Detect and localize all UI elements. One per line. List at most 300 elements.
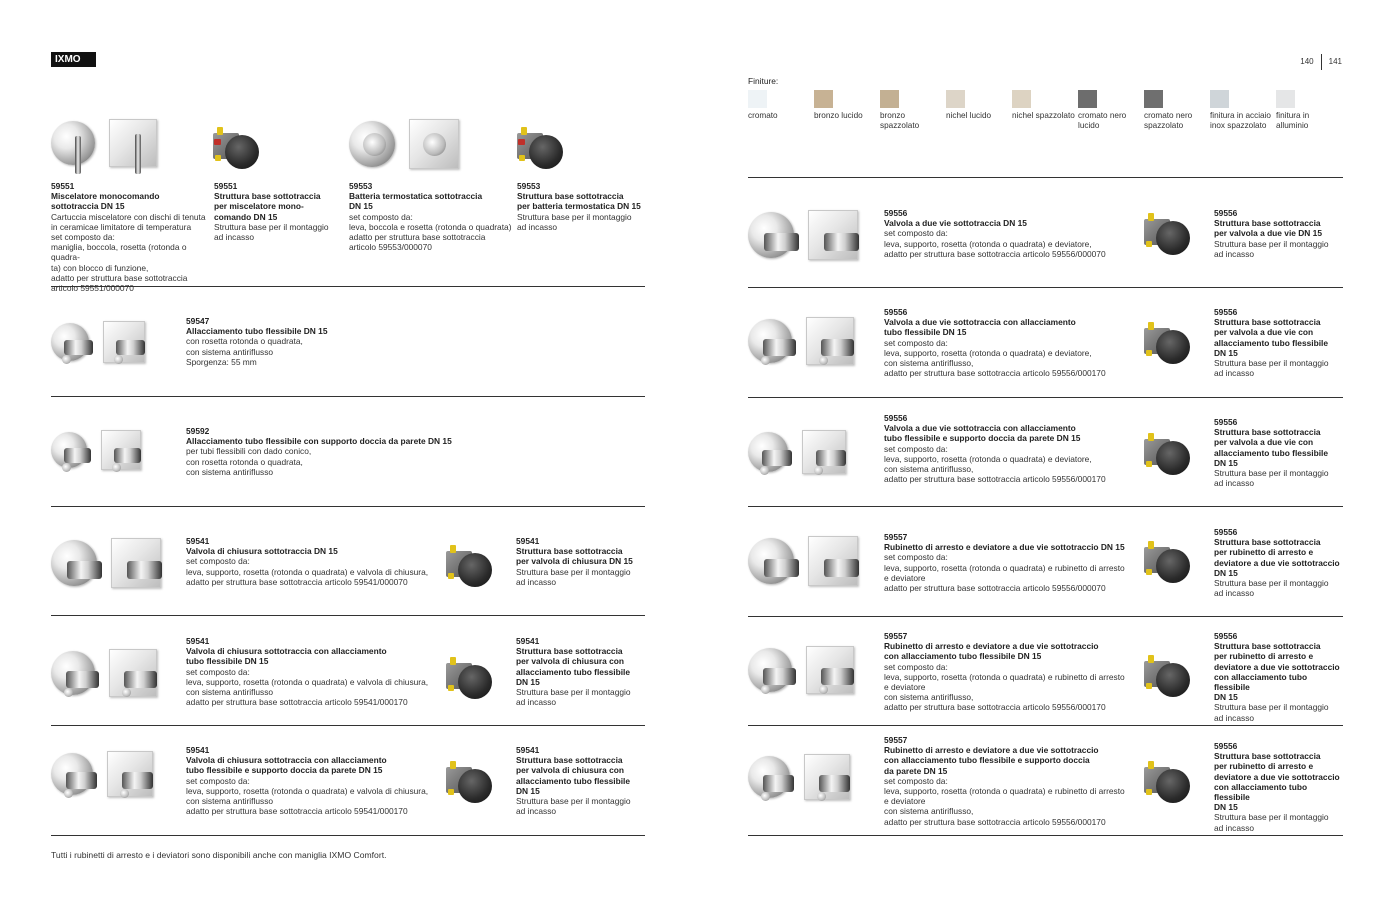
- finish-swatch: [1144, 90, 1210, 131]
- hose-outlet-icon: [761, 356, 770, 365]
- product-description: per tubi flessibili con dado conico,: [186, 446, 312, 457]
- concealed-cartridge-icon: [225, 135, 259, 169]
- finish-swatch: [946, 90, 1012, 121]
- product-title: per valvola di chiusura con: [516, 656, 624, 667]
- concealed-cartridge-icon: [458, 665, 492, 699]
- product-title: Struttura base sottotraccia: [1214, 427, 1321, 438]
- cylinder-handle-icon: [764, 233, 799, 251]
- product-description: Struttura base per il montaggio: [1214, 578, 1329, 589]
- divider: [748, 177, 1343, 178]
- page-number-right: 141: [1328, 56, 1342, 66]
- hose-outlet-icon: [62, 463, 71, 472]
- finish-name: nichel lucido: [946, 111, 992, 120]
- hose-outlet-icon: [817, 792, 826, 801]
- concealed-cartridge-icon: [1156, 769, 1190, 803]
- product-59556-valve: [884, 208, 1134, 259]
- product-description: leva, supporto, rosetta (rotonda o quadrata) e rubinetto di arresto: [884, 562, 1125, 573]
- product-title: DN 15: [1214, 692, 1238, 703]
- product-description: Struttura base per il montaggio: [1214, 468, 1329, 479]
- product-59556-base-hose: [1214, 307, 1344, 378]
- yellow-fitting-icon: [450, 545, 456, 553]
- product-code: 59541: [186, 536, 210, 546]
- product-title: DN 15: [1214, 457, 1238, 468]
- product-code: 59557: [884, 735, 908, 745]
- finish-name: cromato nero spazzolato: [1144, 111, 1193, 130]
- product-code: 59556: [1214, 527, 1238, 537]
- finish-color-chip: [1276, 90, 1295, 108]
- yellow-fitting-icon: [1148, 761, 1154, 769]
- product-title: DN 15: [516, 785, 540, 796]
- product-code: 59553: [517, 181, 541, 191]
- divider: [748, 616, 1343, 617]
- knob-icon: [423, 133, 446, 156]
- yellow-fitting-icon: [1148, 655, 1154, 663]
- hose-outlet-icon: [120, 789, 129, 798]
- product-code: 59556: [1214, 417, 1238, 427]
- divider: [748, 287, 1343, 288]
- finish-name: finitura in alluminio: [1276, 111, 1310, 130]
- product-59541-base: [516, 536, 646, 587]
- product-description: ad incasso: [1214, 248, 1255, 259]
- product-59547: [186, 316, 436, 367]
- product-description: set composto da:: [884, 661, 948, 672]
- product-title: Struttura base sottotraccia: [517, 191, 624, 202]
- product-title: Allacciamento tubo flessibile DN 15: [186, 326, 328, 337]
- concealed-cartridge-icon: [1156, 330, 1190, 364]
- product-description: Struttura base per il montaggio: [517, 211, 632, 222]
- concealed-cartridge-icon: [1156, 221, 1190, 255]
- product-title: allacciamento tubo flessibile: [516, 775, 631, 786]
- divider: [51, 615, 645, 616]
- product-description: Struttura base per il montaggio: [516, 566, 631, 577]
- product-title: per miscelatore mono-: [214, 201, 304, 212]
- product-description: con rosetta rotonda o quadrata,: [186, 456, 303, 467]
- product-code: 59557: [884, 532, 908, 542]
- product-description: adatto per struttura base sottotraccia articolo 59541/000170: [186, 806, 408, 817]
- product-description: leva, supporto, rosetta (rotonda o quadrata) e rubinetto di arresto: [884, 671, 1125, 682]
- yellow-fitting-icon: [1148, 322, 1154, 330]
- concealed-cartridge-icon: [1156, 441, 1190, 475]
- product-description: articolo 59551/000070: [51, 283, 134, 294]
- divider: [51, 396, 645, 397]
- product-description: set composto da:: [884, 775, 948, 786]
- product-title: Rubinetto di arresto e deviatore a due vie sottotraccio DN 15: [884, 542, 1125, 553]
- finish-name: cromato nero lucido: [1078, 111, 1127, 130]
- cylinder-handle-icon: [127, 561, 162, 579]
- concealed-cartridge-icon: [1156, 663, 1190, 697]
- product-description: adatto per struttura base sottotraccia articolo 59541/000070: [186, 576, 408, 587]
- product-description: leva, boccola e rosetta (rotonda o quadrata): [349, 221, 512, 232]
- product-code: 59556: [884, 208, 908, 218]
- product-title: per rubinetto di arresto e: [1214, 761, 1314, 772]
- cylinder-handle-icon: [124, 671, 157, 689]
- product-title: Struttura base sottotraccia: [1214, 641, 1321, 652]
- product-description: Struttura base per il montaggio: [214, 221, 329, 232]
- product-description: set composto da:: [884, 337, 948, 348]
- product-description: leva, supporto, rosetta (rotonda o quadrata) e rubinetto di arresto: [884, 786, 1125, 797]
- finish-swatch: [1276, 90, 1342, 131]
- finish-name: bronzo lucido: [814, 111, 863, 120]
- product-59541-valve: [186, 536, 436, 587]
- lever-handle-icon: [75, 136, 81, 173]
- product-title: deviatore a due vie sottotraccio: [1214, 771, 1340, 782]
- finish-color-chip: [1012, 90, 1031, 108]
- product-59551-mixer: [51, 181, 211, 293]
- product-description: e deviatore: [884, 572, 926, 583]
- cylinder-handle-icon: [116, 340, 145, 355]
- product-title: per valvola a due vie con: [1214, 437, 1314, 448]
- product-description: adatto per struttura base sottotraccia articolo 59556/000170: [884, 702, 1106, 713]
- finish-swatch: [1012, 90, 1078, 121]
- cylinder-handle-icon: [824, 559, 859, 577]
- product-description: leva, supporto, rosetta (rotonda o quadrata) e valvola di chiusura,: [186, 785, 429, 796]
- finish-swatch: [748, 90, 814, 121]
- product-description: con sistema antiriflusso,: [884, 358, 974, 369]
- cylinder-handle-icon: [763, 339, 796, 357]
- product-description: set composto da:: [186, 775, 250, 786]
- product-59541-base-hose-support: [516, 745, 646, 816]
- product-title: per valvola a due vie con: [1214, 327, 1314, 338]
- cylinder-handle-icon: [66, 772, 98, 789]
- product-description: ad incasso: [517, 221, 558, 232]
- yellow-fitting-icon: [1146, 683, 1152, 689]
- yellow-fitting-icon: [448, 685, 454, 691]
- product-description: set composto da:: [884, 228, 948, 239]
- yellow-fitting-icon: [1148, 541, 1154, 549]
- concealed-cartridge-icon: [529, 135, 563, 169]
- product-title: Miscelatore monocomando: [51, 191, 160, 202]
- product-59557-diverter-hose: [884, 631, 1134, 713]
- cylinder-handle-icon: [764, 559, 799, 577]
- product-title: con allacciamento tubo flessibile DN 15: [884, 651, 1042, 662]
- product-59556-valve-hose: [884, 307, 1134, 378]
- product-description: ad incasso: [516, 697, 557, 708]
- finish-color-chip: [814, 90, 833, 108]
- finish-name: cromato: [748, 111, 778, 120]
- product-description: adatto per struttura base sottotraccia articolo 59556/000170: [884, 474, 1106, 485]
- yellow-fitting-icon: [1146, 241, 1152, 247]
- product-description: Struttura base per il montaggio: [1214, 702, 1329, 713]
- product-code: 59556: [1214, 741, 1238, 751]
- divider: [748, 397, 1343, 398]
- product-title: Valvola di chiusura sottotraccia con allacciamento: [186, 755, 387, 766]
- round-rosette-icon: [51, 121, 95, 165]
- footer-note: Tutti i rubinetti di arresto e i deviatori sono disponibili anche con maniglia IXMO Comfort.: [51, 850, 387, 860]
- yellow-fitting-icon: [448, 573, 454, 579]
- cylinder-handle-icon: [819, 775, 851, 792]
- product-title: tubo flessibile DN 15: [884, 327, 967, 338]
- product-title: allacciamento tubo flessibile: [516, 666, 631, 677]
- product-title: DN 15: [349, 201, 373, 212]
- product-description: adatto per struttura base sottotraccia articolo 59556/000070: [884, 583, 1106, 594]
- product-59557-base: [1214, 527, 1344, 598]
- cylinder-handle-icon: [114, 448, 141, 462]
- cylinder-handle-icon: [821, 668, 854, 686]
- product-code: 59557: [884, 631, 908, 641]
- finish-swatch: [1210, 90, 1276, 131]
- page-numbers: [1300, 54, 1342, 70]
- product-description: adatto per struttura base sottotraccia articolo 59556/000170: [884, 816, 1106, 827]
- product-59557-diverter-hose-support: [884, 735, 1134, 827]
- yellow-fitting-icon: [1146, 461, 1152, 467]
- hose-outlet-icon: [64, 789, 73, 798]
- hose-outlet-icon: [760, 466, 769, 475]
- divider: [51, 725, 645, 726]
- product-59592: [186, 426, 466, 477]
- product-59557-base-hose-support: [1214, 741, 1344, 833]
- product-description: con sistema antiriflusso,: [884, 464, 974, 475]
- yellow-fitting-icon: [1148, 433, 1154, 441]
- divider: [51, 835, 645, 836]
- cylinder-handle-icon: [824, 233, 859, 251]
- cylinder-handle-icon: [122, 772, 154, 789]
- product-description: con sistema antiriflusso: [186, 466, 274, 477]
- finish-name: bronzo spazzolato: [880, 111, 920, 130]
- product-title: Struttura base sottotraccia: [516, 755, 623, 766]
- hose-outlet-icon: [112, 463, 121, 472]
- yellow-fitting-icon: [450, 657, 456, 665]
- product-title: tubo flessibile e supporto doccia da parete DN 15: [186, 765, 383, 776]
- finish-color-chip: [946, 90, 965, 108]
- product-code: 59541: [516, 536, 540, 546]
- concealed-cartridge-icon: [458, 769, 492, 803]
- product-title: comando DN 15: [214, 211, 278, 222]
- product-59557-base-hose: [1214, 631, 1344, 723]
- product-description: ad incasso: [1214, 588, 1255, 599]
- concealed-cartridge-icon: [1156, 549, 1190, 583]
- product-title: DN 15: [1214, 347, 1238, 358]
- product-code: 59556: [884, 413, 908, 423]
- product-description: set composto da:: [349, 211, 413, 222]
- product-description: ad incasso: [516, 806, 557, 817]
- product-description: ta) con blocco di funzione,: [51, 262, 149, 273]
- product-59541-valve-hose-support: [186, 745, 436, 816]
- hose-outlet-icon: [761, 792, 770, 801]
- product-code: 59547: [186, 316, 210, 326]
- cylinder-handle-icon: [763, 775, 795, 792]
- finish-name: finitura in acciaio inox spazzolato: [1210, 111, 1271, 130]
- product-title: Struttura base sottotraccia: [516, 646, 623, 657]
- hose-outlet-icon: [814, 466, 823, 475]
- product-description: con sistema antiriflusso: [186, 796, 274, 807]
- product-description: set composto da:: [186, 556, 250, 567]
- product-code: 59541: [516, 636, 540, 646]
- square-rosette-icon: [109, 119, 157, 167]
- yellow-fitting-icon: [521, 127, 527, 135]
- cylinder-handle-icon: [67, 561, 102, 579]
- finish-color-chip: [1210, 90, 1229, 108]
- finish-color-chip: [748, 90, 767, 108]
- yellow-fitting-icon: [450, 761, 456, 769]
- product-description: maniglia, boccola, rosetta (rotonda o quadra-: [51, 242, 187, 263]
- finish-swatch: [814, 90, 880, 121]
- product-description: Struttura base per il montaggio: [1214, 812, 1329, 823]
- product-title: per valvola di chiusura DN 15: [516, 556, 633, 567]
- product-description: set composto da:: [884, 443, 948, 454]
- product-code: 59541: [186, 745, 210, 755]
- divider: [51, 506, 645, 507]
- product-description: adatto per struttura base sottotraccia: [51, 272, 188, 283]
- product-title: Valvola a due vie sottotraccia con allacciamento: [884, 317, 1076, 328]
- divider: [748, 835, 1343, 836]
- product-title: Struttura base sottotraccia: [1214, 537, 1321, 548]
- product-description: ad incasso: [516, 576, 557, 587]
- finish-name: nichel spazzolato: [1012, 111, 1075, 120]
- product-title: deviatore a due vie sottotraccio: [1214, 557, 1340, 568]
- finish-color-chip: [1078, 90, 1097, 108]
- knob-icon: [363, 133, 386, 156]
- product-code: 59551: [214, 181, 238, 191]
- product-description: con sistema antiriflusso,: [884, 806, 974, 817]
- product-title: Valvola di chiusura sottotraccia con allacciamento: [186, 646, 387, 657]
- yellow-fitting-icon: [1146, 789, 1152, 795]
- product-description: e deviatore: [884, 796, 926, 807]
- product-title: tubo flessibile e supporto doccia da parete DN 15: [884, 433, 1081, 444]
- product-description: set composto da:: [186, 666, 250, 677]
- product-description: leva, supporto, rosetta (rotonda o quadrata) e deviatore,: [884, 238, 1092, 249]
- product-description: adatto per struttura base sottotraccia: [349, 232, 486, 243]
- product-59556-base: [1214, 208, 1344, 259]
- product-description: ad incasso: [1214, 822, 1255, 833]
- page-number-left: 140: [1300, 56, 1314, 66]
- product-title: Struttura base sottotraccia: [1214, 218, 1321, 229]
- yellow-fitting-icon: [217, 127, 223, 135]
- yellow-fitting-icon: [519, 155, 525, 161]
- product-title: deviatore a due vie sottotraccio: [1214, 661, 1340, 672]
- product-description: con sistema antiriflusso: [186, 687, 274, 698]
- red-fitting-icon: [214, 139, 221, 145]
- product-title: Batteria termostatica sottotraccia: [349, 191, 483, 202]
- hose-outlet-icon: [64, 688, 73, 697]
- product-code: 59541: [186, 636, 210, 646]
- product-description: leva, supporto, rosetta (rotonda o quadrata) e deviatore,: [884, 347, 1092, 358]
- product-title: per batteria termostatica DN 15: [517, 201, 641, 212]
- product-59541-base-hose: [516, 636, 646, 707]
- product-title: DN 15: [1214, 802, 1238, 813]
- product-description: leva, supporto, rosetta (rotonda o quadrata) e valvola di chiusura,: [186, 566, 429, 577]
- product-description: Sporgenza: 55 mm: [186, 356, 257, 367]
- product-description: adatto per struttura base sottotraccia articolo 59556/000170: [884, 368, 1106, 379]
- product-title: allacciamento tubo flessibile: [1214, 447, 1329, 458]
- yellow-fitting-icon: [215, 155, 221, 161]
- product-code: 59556: [1214, 208, 1238, 218]
- product-59551-base: [214, 181, 344, 242]
- cylinder-handle-icon: [821, 339, 854, 357]
- product-description: Struttura base per il montaggio: [1214, 238, 1329, 249]
- cylinder-handle-icon: [64, 448, 91, 462]
- product-description: articolo 59553/000070: [349, 242, 432, 253]
- product-title: per valvola a due vie DN 15: [1214, 228, 1322, 239]
- product-code: 59553: [349, 181, 373, 191]
- product-description: con rosetta rotonda o quadrata,: [186, 336, 303, 347]
- product-description: Struttura base per il montaggio: [516, 796, 631, 807]
- product-title: con allacciamento tubo flessibile: [1214, 781, 1308, 803]
- product-description: in ceramicae limitatore di temperatura: [51, 221, 192, 232]
- product-description: ad incasso: [1214, 368, 1255, 379]
- product-title: Valvola di chiusura sottotraccia DN 15: [186, 546, 338, 557]
- product-code: 59556: [884, 307, 908, 317]
- product-title: Valvola a due vie sottotraccia con allacciamento: [884, 423, 1076, 434]
- product-code: 59551: [51, 181, 75, 191]
- divider: [748, 506, 1343, 507]
- product-description: con sistema antiriflusso,: [884, 692, 974, 703]
- product-59556-valve-hose-support: [884, 413, 1134, 484]
- product-description: ad incasso: [1214, 478, 1255, 489]
- product-description: e deviatore: [884, 682, 926, 693]
- cylinder-handle-icon: [64, 340, 93, 355]
- product-description: leva, supporto, rosetta (rotonda o quadrata) e deviatore,: [884, 453, 1092, 464]
- page-number-divider: [1321, 54, 1322, 70]
- yellow-fitting-icon: [448, 789, 454, 795]
- product-description: Struttura base per il montaggio: [516, 687, 631, 698]
- product-description: Cartuccia miscelatore con dischi di tenuta: [51, 211, 206, 222]
- product-title: Struttura base sottotraccia: [516, 546, 623, 557]
- product-title: Valvola a due vie sottotraccia DN 15: [884, 218, 1027, 229]
- product-59541-valve-hose: [186, 636, 436, 707]
- product-title: per rubinetto di arresto e: [1214, 547, 1314, 558]
- product-code: 59556: [1214, 631, 1238, 641]
- product-title: da parete DN 15: [884, 765, 948, 776]
- product-59553-thermostat: [349, 181, 514, 252]
- yellow-fitting-icon: [1146, 569, 1152, 575]
- product-description: leva, supporto, rosetta (rotonda o quadrata) e valvola di chiusura,: [186, 676, 429, 687]
- product-title: sottotraccia DN 15: [51, 201, 125, 212]
- lever-handle-icon: [135, 134, 141, 174]
- product-description: set composto da:: [51, 232, 115, 243]
- product-description: adatto per struttura base sottotraccia articolo 59541/000170: [186, 697, 408, 708]
- yellow-fitting-icon: [1146, 350, 1152, 356]
- finish-color-chip: [880, 90, 899, 108]
- product-code: 59556: [1214, 307, 1238, 317]
- red-fitting-icon: [518, 139, 525, 145]
- product-title: per rubinetto di arresto e: [1214, 651, 1314, 662]
- product-description: set composto da:: [884, 552, 948, 563]
- concealed-cartridge-icon: [458, 553, 492, 587]
- cylinder-handle-icon: [816, 450, 846, 466]
- finish-swatch: [1078, 90, 1144, 131]
- product-description: adatto per struttura base sottotraccia articolo 59556/000070: [884, 248, 1106, 259]
- yellow-fitting-icon: [1148, 213, 1154, 221]
- product-title: per valvola di chiusura con: [516, 765, 624, 776]
- product-title: Rubinetto di arresto e deviatore a due vie sottotraccio: [884, 641, 1099, 652]
- product-59556-base-hose-support: [1214, 417, 1344, 488]
- product-title: DN 15: [1214, 567, 1238, 578]
- product-title: allacciamento tubo flessibile: [1214, 337, 1329, 348]
- product-title: Allacciamento tubo flessibile con supporto doccia da parete DN 15: [186, 436, 452, 447]
- product-59553-base: [517, 181, 647, 232]
- finish-swatch: [880, 90, 946, 131]
- brand-label: IXMO: [51, 52, 96, 67]
- product-title: Struttura base sottotraccia: [214, 191, 321, 202]
- finishes-label: Finiture:: [748, 76, 779, 86]
- product-title: tubo flessibile DN 15: [186, 656, 269, 667]
- product-title: Struttura base sottotraccia: [1214, 317, 1321, 328]
- product-title: Struttura base sottotraccia: [1214, 751, 1321, 762]
- cylinder-handle-icon: [66, 671, 99, 689]
- product-description: Struttura base per il montaggio: [1214, 358, 1329, 369]
- hose-outlet-icon: [761, 685, 770, 694]
- cylinder-handle-icon: [763, 668, 796, 686]
- product-code: 59541: [516, 745, 540, 755]
- divider: [748, 725, 1343, 726]
- product-description: con sistema antiriflusso: [186, 346, 274, 357]
- cylinder-handle-icon: [762, 450, 792, 466]
- product-description: ad incasso: [214, 232, 255, 243]
- product-title: Rubinetto di arresto e deviatore a due vie sottotraccio: [884, 745, 1099, 756]
- product-title: con allacciamento tubo flessibile e supporto doccia: [884, 755, 1090, 766]
- hose-outlet-icon: [62, 355, 71, 364]
- product-title: con allacciamento tubo flessibile: [1214, 671, 1308, 693]
